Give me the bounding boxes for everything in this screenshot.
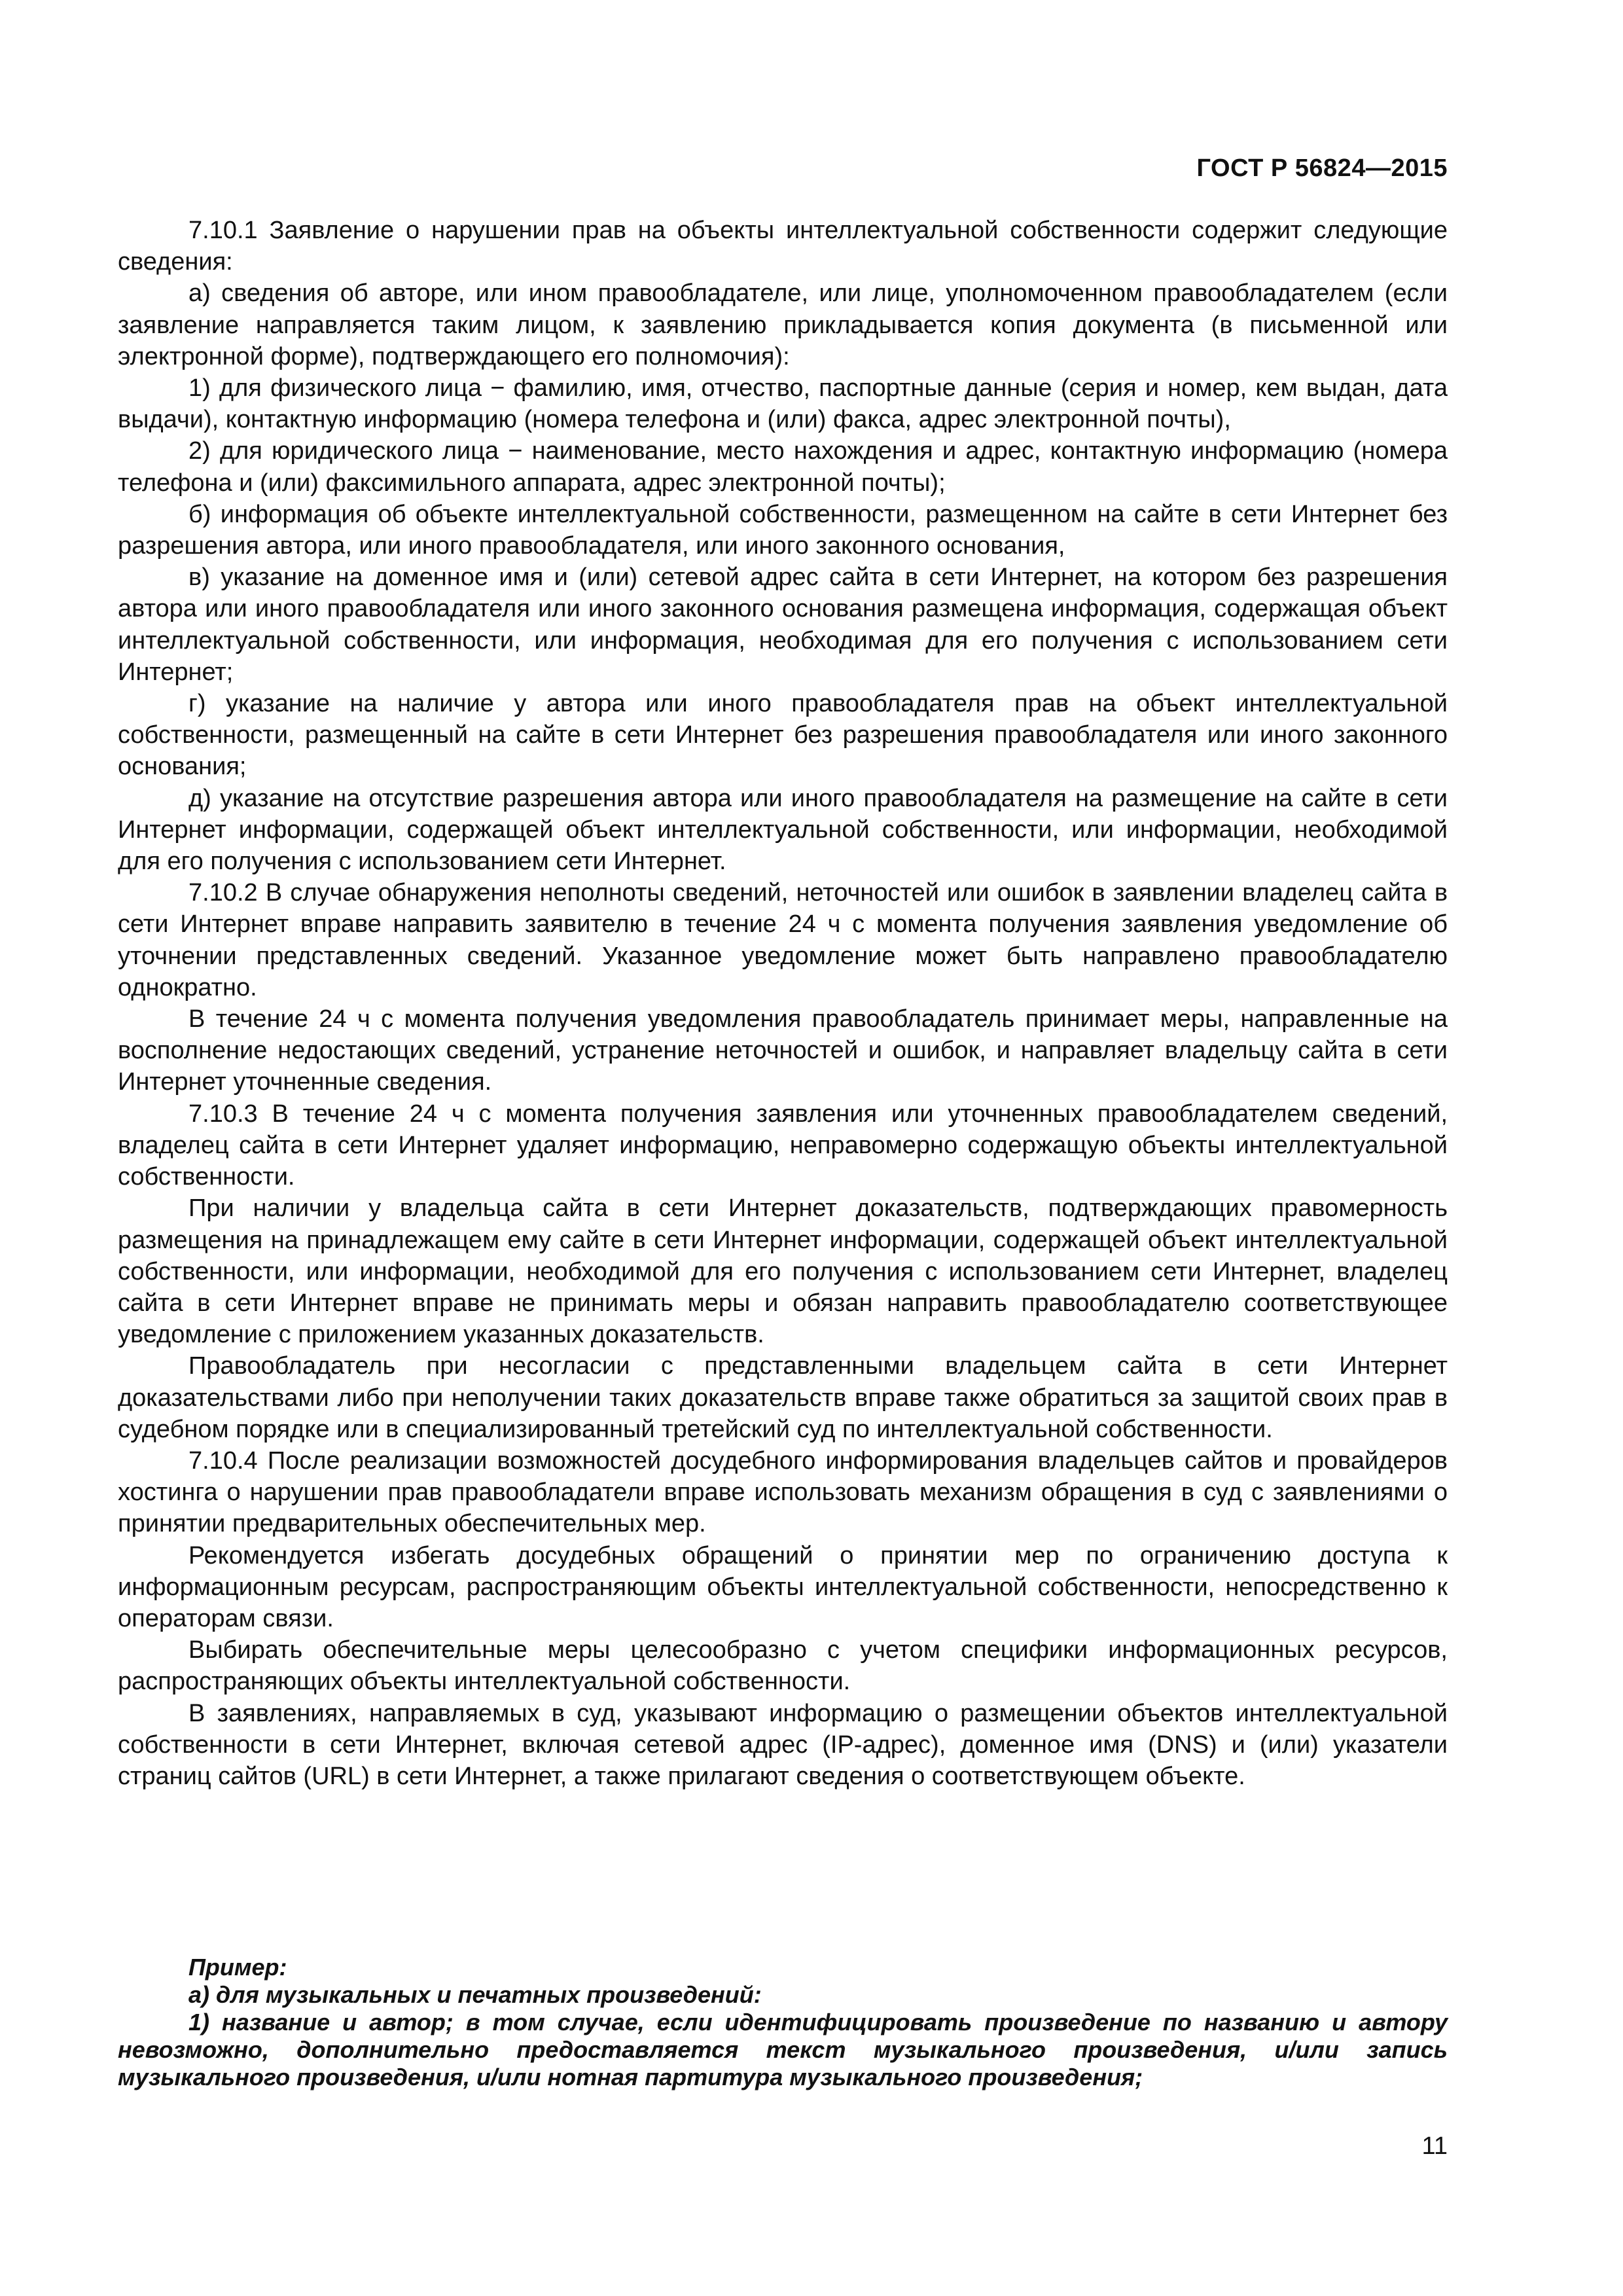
- document-body: [118, 215, 1448, 1792]
- paragraph-item-a-1: 1) для физического лица − фамилию, имя, отчество, паспортные данные (серия и номер, кем выдан, дата выдачи), контактную информацию (номера телефона и (или) факса, адрес электронной почты),: [118, 374, 1448, 434]
- paragraph-7-10-4-measures: Выбирать обеспечительные меры целесообразно с учетом специфики информационных ресурсов, распространяющих объекты интеллектуальной собственности.: [118, 1636, 1448, 1696]
- paragraph-item-a: а) сведения об авторе, или ином правообладателе, или лице, уполномоченном правообладателем (если заявление направляется таким лицом, к заявлению прикладывается копия документа (в письменной или электронной форме), подтверждающего его полномочия):: [118, 279, 1448, 370]
- paragraph-item-b: б) информация об объекте интеллектуальной собственности, размещенном на сайте в сети Интернет без разрешения автора, или иного правообладателя, или иного законного основания,: [118, 500, 1448, 560]
- example-item-1: 1) название и автор; в том случае, если идентифицировать произведение по названию и автору невозможно, дополнительно предоставляется текст музыкального произведения, и/или запись музыкального произведения, и/или нотная партитура музыкального произведения;: [118, 2009, 1448, 2090]
- paragraph-7-10-3-evidence: При наличии у владельца сайта в сети Интернет доказательств, подтверждающих правомерность размещения на принадлежащем ему сайте в сети Интернет информации, содержащей объект интеллектуальной собственности, или информации, необходимой для его получения с использованием сети Интернет, владелец сайта в сети Интернет вправе не принимать меры и обязан направить правообладателю соответствующее уведомление с приложением указанных доказательств.: [118, 1194, 1448, 1349]
- example-block: [118, 1954, 1448, 2091]
- paragraph-7-10-1: 7.10.1 Заявление о нарушении прав на объекты интеллектуальной собственности содержит следующие сведения:: [118, 217, 1448, 276]
- standard-code-header: ГОСТ Р 56824—2015: [1196, 154, 1448, 182]
- paragraph-7-10-4-recommendation: Рекомендуется избегать досудебных обращений о принятии мер по ограничению доступа к информационным ресурсам, распространяющим объекты интеллектуальной собственности, непосредственно к операторам связи.: [118, 1541, 1448, 1632]
- page-number: 11: [1421, 2132, 1448, 2160]
- paragraph-7-10-4-court: В заявлениях, направляемых в суд, указывают информацию о размещении объектов интеллектуальной собственности в сети Интернет, включая сетевой адрес (IP-адрес), доменное имя (DNS) и (или) указатели страниц сайтов (URL) в сети Интернет, а также прилагают сведения о соответствующем объекте.: [118, 1699, 1448, 1790]
- paragraph-7-10-2: 7.10.2 В случае обнаружения неполноты сведений, неточностей или ошибок в заявлении владелец сайта в сети Интернет вправе направить заявителю в течение 24 ч с момента получения заявления уведомление об уточнении представленных сведений. Указанное уведомление может быть направлено правообладателю однократно.: [118, 879, 1448, 1001]
- paragraph-item-g: г) указание на наличие у автора или иного правообладателя прав на объект интеллектуальной собственности, размещенный на сайте в сети Интернет без разрешения правообладателя или иного законного основания;: [118, 690, 1448, 781]
- example-subtitle: а) для музыкальных и печатных произведений:: [188, 1981, 762, 2008]
- paragraph-7-10-3: 7.10.3 В течение 24 ч с момента получения заявления или уточненных правообладателем сведений, владелец сайта в сети Интернет удаляет информацию, неправомерно содержащую объекты интеллектуальной собственности.: [118, 1100, 1448, 1191]
- paragraph-item-v: в) указание на доменное имя и (или) сетевой адрес сайта в сети Интернет, на котором без разрешения автора или иного правообладателя или иного законного основания размещена информация, содержащая объект интеллектуальной собственности, или информация, необходимая для его получения с использованием сети Интернет;: [118, 564, 1448, 686]
- paragraph-item-d: д) указание на отсутствие разрешения автора или иного правообладателя на размещение на сайте в сети Интернет информации, содержащей объект интеллектуальной собственности, или информации, необходимой для его получения с использованием сети Интернет.: [118, 784, 1448, 876]
- example-title: Пример:: [188, 1954, 287, 1981]
- paragraph-7-10-4: 7.10.4 После реализации возможностей досудебного информирования владельцев сайтов и провайдеров хостинга о нарушении прав правообладатели вправе использовать механизм обращения в суд с заявлениями о принятии предварительных обеспечительных мер.: [118, 1446, 1448, 1538]
- paragraph-item-a-2: 2) для юридического лица − наименование, место нахождения и адрес, контактную информацию (номера телефона и (или) факсимильного аппарата, адрес электронной почты);: [118, 437, 1448, 497]
- paragraph-7-10-2-cont: В течение 24 ч с момента получения уведомления правообладатель принимает меры, направленные на восполнение недостающих сведений, устранение неточностей и ошибок, и направляет владельцу сайта в сети Интернет уточненные сведения.: [118, 1005, 1448, 1096]
- paragraph-7-10-3-disagreement: Правообладатель при несогласии с представленными владельцем сайта в сети Интернет доказательствами либо при неполучении таких доказательств вправе также обратиться за защитой своих прав в судебном порядке или в специализированный третейский суд по интеллектуальной собственности.: [118, 1352, 1448, 1443]
